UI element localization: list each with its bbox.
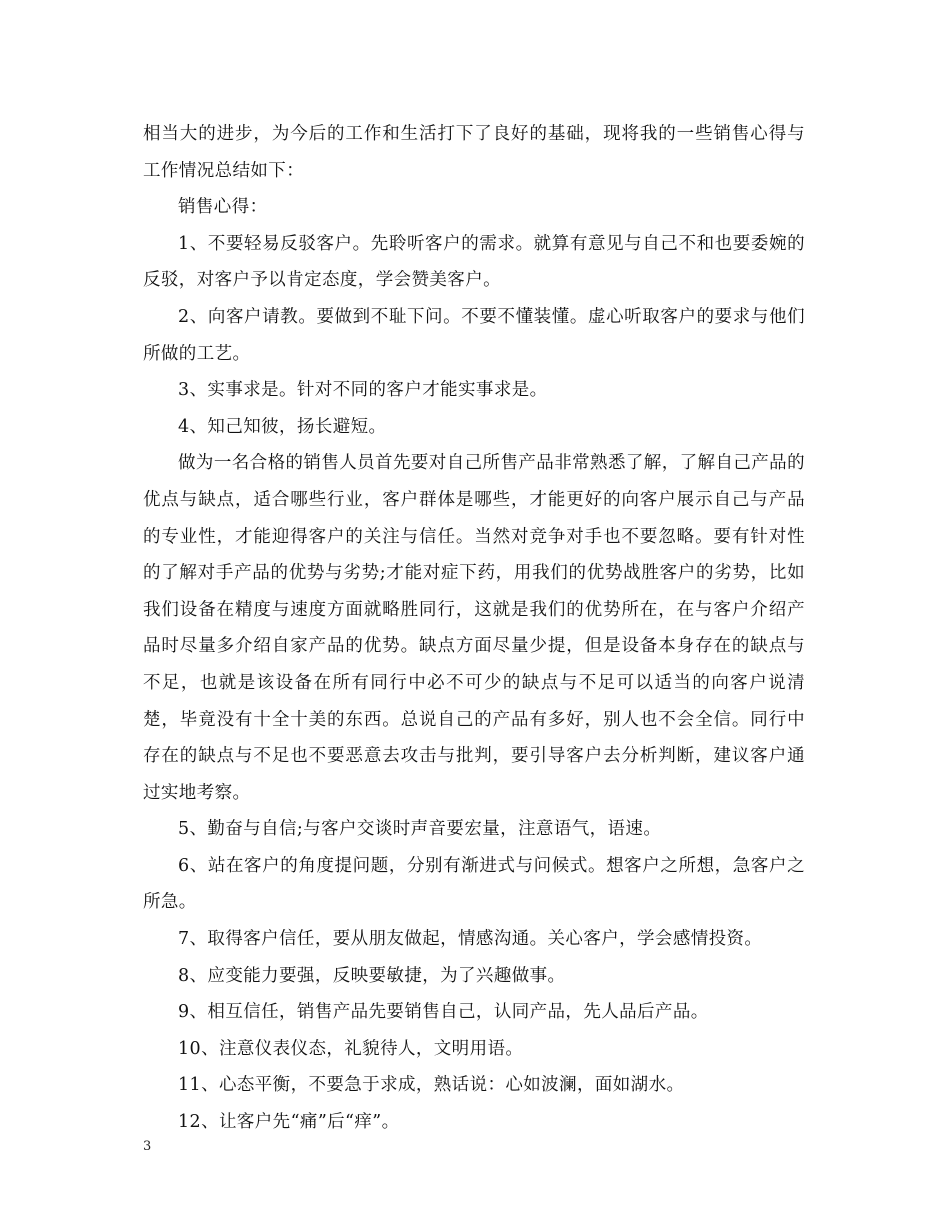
- list-item-9: 9、相互信任，销售产品先要销售自己，认同产品，先人品后产品。: [178, 1002, 709, 1023]
- list-item-5: 5、勤奋与自信;与客户交谈时声音要宏量，注意语气，语速。: [178, 819, 662, 840]
- list-item-6: 6、站在客户的角度提问题，分别有渐进式与问候式。想客户之所想，急客户之所急。: [143, 855, 805, 913]
- paragraph-intro-continuation: 相当大的进步，为今后的工作和生活打下了良好的基础，现将我的一些销售心得与工作情况总结如下：: [143, 124, 805, 181]
- list-item-3: 3、实事求是。针对不同的客户才能实事求是。: [178, 380, 548, 401]
- list-item-10: 10、注意仪表仪态，礼貌待人，文明用语。: [178, 1038, 524, 1059]
- page-number: 3: [143, 1139, 152, 1154]
- list-item-8: 8、应变能力要强，反映要敏捷，为了兴趣做事。: [178, 965, 566, 986]
- document-body: [143, 116, 805, 1141]
- list-item-4: 4、知己知彼，扬长避短。: [178, 416, 387, 437]
- list-item-2: 2、向客户请教。要做到不耻下问。不要不懂装懂。虚心听取客户的要求与他们所做的工艺。: [143, 306, 805, 364]
- section-heading-sales-insights: 销售心得：: [178, 197, 268, 218]
- list-item-12: 12、让客户先“痛”后“痒”。: [178, 1112, 400, 1133]
- list-item-11: 11、心态平衡，不要急于求成，熟话说：心如波澜，面如湖水。: [178, 1075, 685, 1096]
- paragraph-product-knowledge: 做为一名合格的销售人员首先要对自己所售产品非常熟悉了解，了解自己产品的优点与缺点，适合哪些行业，客户群体是哪些，才能更好的向客户展示自己与产品的专业性，才能迎得客户的关注与信任。当然对竞争对手也不要忽略。要有针对性的了解对手产品的优势与劣势;才能对症下药，用我们的优势战胜客户的劣势，比如我们设备在精度与速度方面就略胜同行，这就是我们的优势所在，在与客户介绍产品时尽量多介绍自家产品的优势。缺点方面尽量少提，但是设备本身存在的缺点与不足，也就是该设备在所有同行中必不可少的缺点与不足可以适当的向客户说清楚，毕竟没有十全十美的东西。总说自己的产品有多好，别人也不会全信。同行中存在的缺点与不足也不要恶意去攻击与批判，要引导客户去分析判断，建议客户通过实地考察。: [143, 453, 805, 803]
- list-item-7: 7、取得客户信任，要从朋友做起，情感沟通。关心客户，学会感情投资。: [178, 929, 763, 950]
- list-item-1: 1、不要轻易反驳客户。先聆听客户的需求。就算有意见与自己不和也要委婉的反驳，对客户予以肯定态度，学会赞美客户。: [143, 233, 805, 291]
